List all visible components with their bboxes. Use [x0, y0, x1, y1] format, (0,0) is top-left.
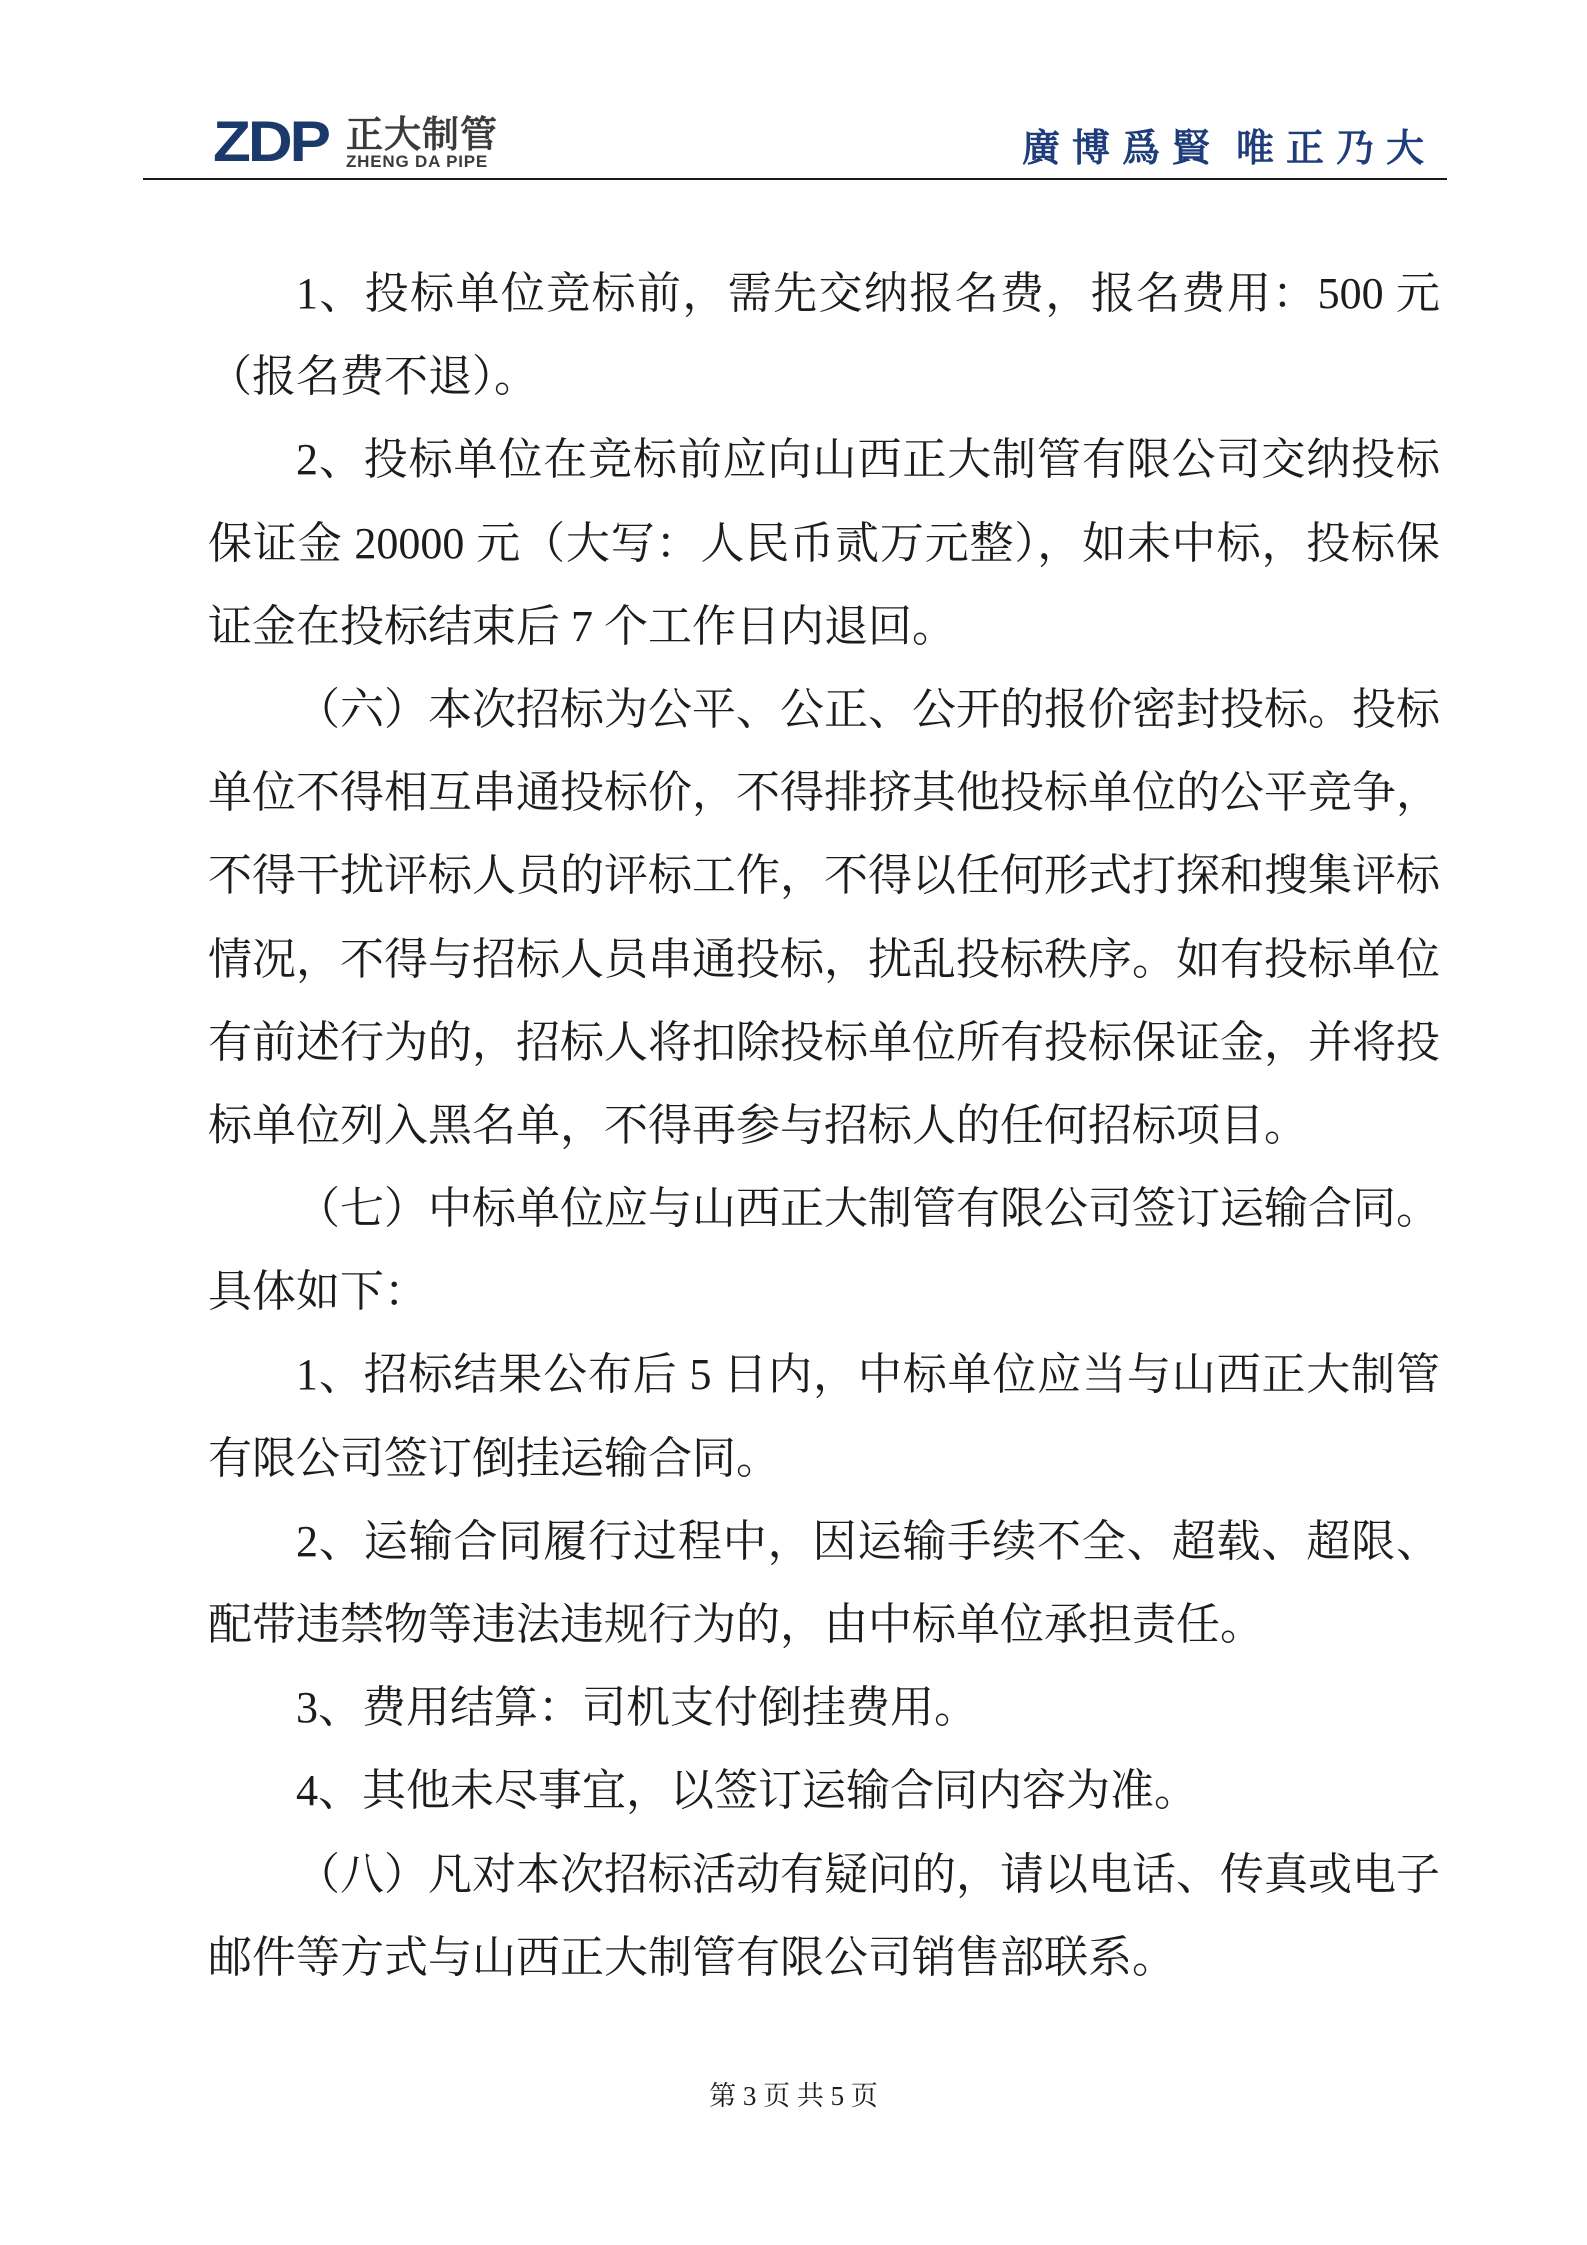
logo-name-cn: 正大制管: [346, 114, 498, 155]
logo-name-en: ZHENG DA PIPE: [346, 152, 489, 171]
text-line: （七）中标单位应与山西正大制管有限公司签订运输合同。: [296, 1184, 1440, 1234]
text-line: 有限公司签订倒挂运输合同。: [208, 1433, 780, 1483]
page-footer: [0, 2078, 1587, 2114]
text-line: 2、投标单位在竞标前应向山西正大制管有限公司交纳投标: [296, 435, 1440, 485]
text-line: 3、费用结算：司机支付倒挂费用。: [296, 1683, 978, 1733]
zdp-logo-icon: ZDP: [213, 110, 328, 175]
text-line: （八）凡对本次招标活动有疑问的，请以电话、传真或电子: [296, 1849, 1440, 1899]
logo-wordmark: [346, 114, 498, 171]
company-motto: [1022, 130, 1436, 168]
text-line: 证金在投标结束后 7 个工作日内退回。: [208, 601, 956, 651]
page-header: [0, 0, 1587, 182]
text-line: 有前述行为的，招标人将扣除投标单位所有投标保证金，并将投: [208, 1017, 1440, 1067]
text-line: 单位不得相互串通投标价，不得排挤其他投标单位的公平竞争，: [208, 768, 1440, 818]
text-line: （六）本次招标为公平、公正、公开的报价密封投标。投标: [296, 684, 1440, 734]
text-line: 1、投标单位竞标前，需先交纳报名费，报名费用：500 元: [296, 269, 1440, 318]
text-line: 保证金 20000 元（大写：人民币贰万元整），如未中标，投标保: [208, 518, 1440, 568]
text-line: 不得干扰评标人员的评标工作，不得以任何形式打探和搜集评标: [208, 851, 1440, 901]
text-line: 邮件等方式与山西正大制管有限公司销售部联系。: [208, 1932, 1176, 1982]
text-line: 4、其他未尽事宜，以签订运输合同内容为准。: [296, 1766, 1198, 1816]
motto-right: 唯正乃大: [1236, 128, 1437, 170]
text-line: 具体如下：: [208, 1267, 428, 1317]
page-number: 第 3 页 共 5 页: [709, 2081, 878, 2111]
document-body: [208, 252, 1440, 1999]
text-line: 2、运输合同履行过程中，因运输手续不全、超载、超限、: [296, 1516, 1440, 1566]
motto-left: 廣博爲賢: [1022, 128, 1223, 170]
text-line: （报名费不退）。: [208, 352, 538, 402]
text-line: 标单位列入黑名单，不得再参与招标人的任何招标项目。: [208, 1100, 1308, 1150]
text-line: 情况，不得与招标人员串通投标，扰乱投标秩序。如有投标单位: [208, 934, 1440, 984]
header-divider: [143, 178, 1447, 180]
company-logo: [213, 110, 498, 175]
text-line: 配带违禁物等违法违规行为的，由中标单位承担责任。: [208, 1600, 1264, 1649]
text-line: 1、招标结果公布后 5 日内，中标单位应当与山西正大制管: [296, 1350, 1440, 1400]
